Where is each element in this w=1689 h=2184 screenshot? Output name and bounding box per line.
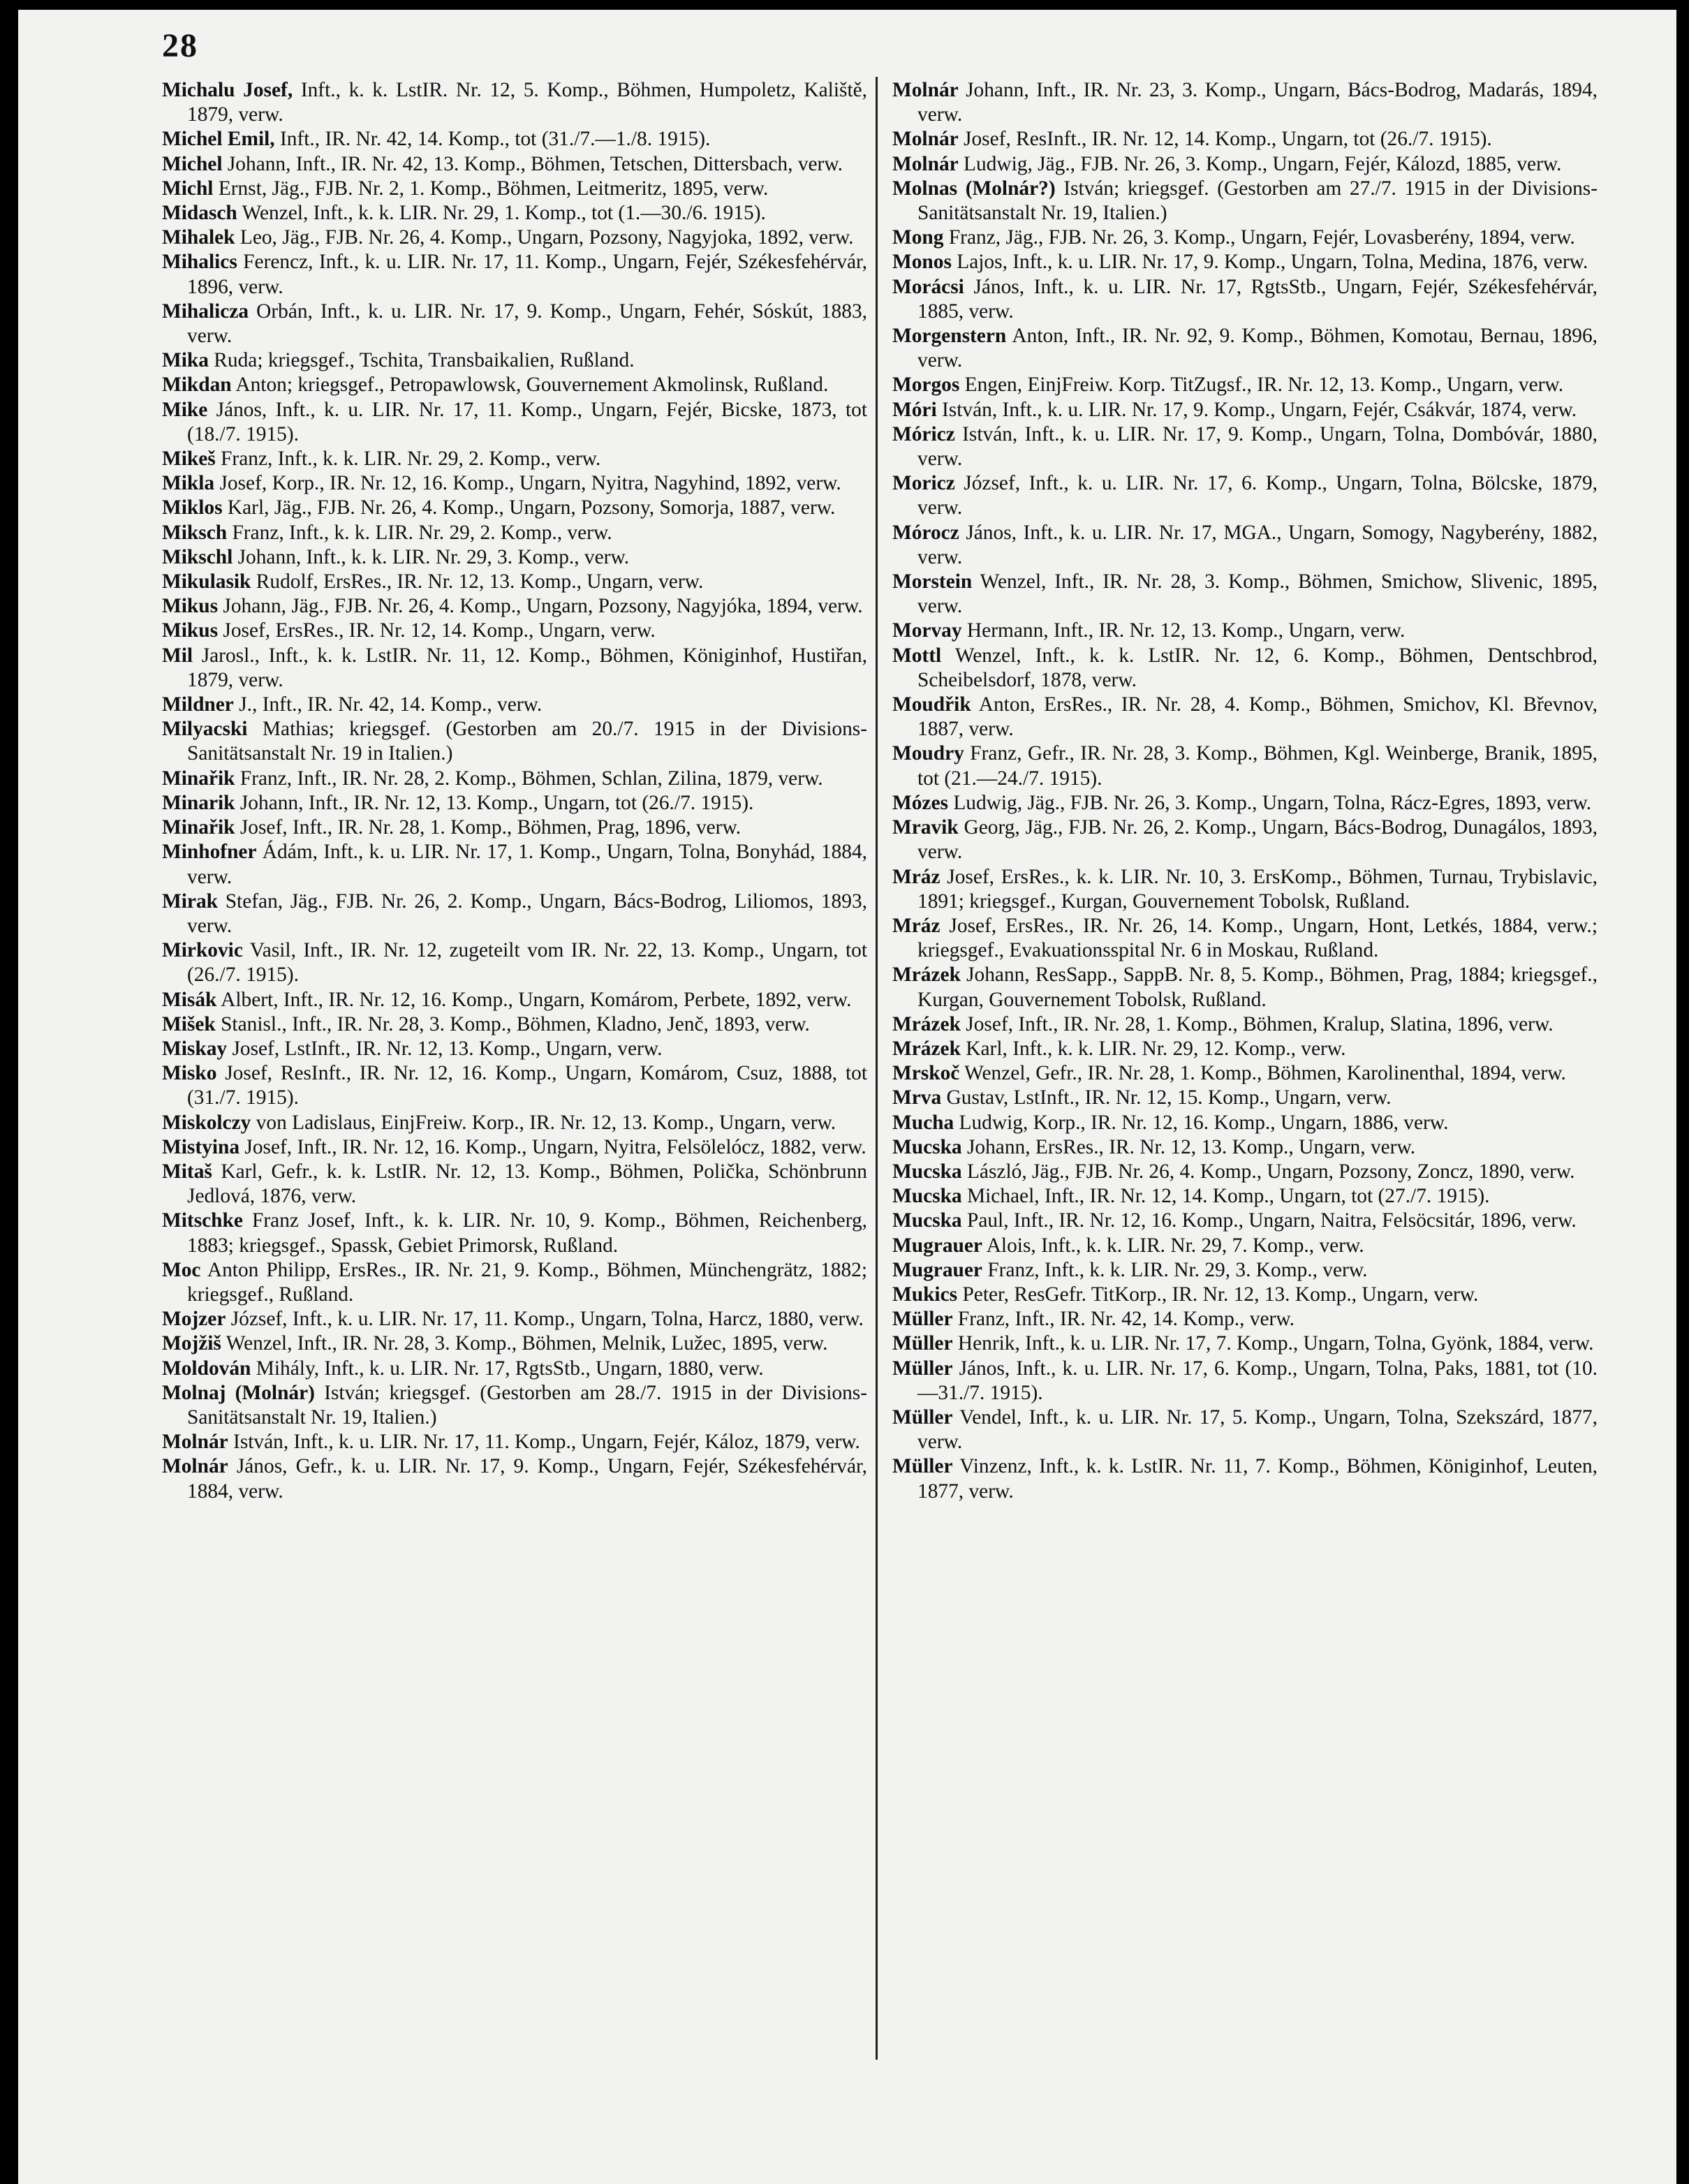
entry-surname: Mugrauer (892, 1234, 982, 1257)
casualty-entry (892, 471, 1598, 520)
entry-details: Hermann, Inft., IR. Nr. 12, 13. Komp., Ungarn, verw. (961, 619, 1406, 642)
casualty-entry (162, 1012, 867, 1037)
entry-surname: Molnár (892, 79, 959, 101)
entry-details: Franz, Gefr., IR. Nr. 28, 3. Komp., Böhmen, Kgl. Weinberge, Branik, 1895, tot (21.—24./7. 1915). (917, 742, 1598, 790)
entry-surname: Morvay (892, 619, 962, 642)
casualty-entry (892, 398, 1598, 422)
entry-surname: Moudry (892, 742, 964, 765)
entry-surname: Mil (162, 644, 193, 667)
casualty-entry (892, 1135, 1598, 1160)
casualty-entry (892, 693, 1598, 741)
entry-surname: Müller (892, 1357, 953, 1380)
casualty-entry (892, 373, 1598, 397)
casualty-entry (892, 816, 1598, 864)
entry-details: Peter, ResGefr. TitKorp., IR. Nr. 12, 13. Komp., Ungarn, verw. (957, 1283, 1479, 1306)
casualty-entry (892, 324, 1598, 373)
scan-border-top (0, 0, 1689, 10)
casualty-entry (162, 471, 867, 496)
casualty-entry (892, 1357, 1598, 1405)
entry-surname: Minařik (162, 816, 235, 839)
entry-surname: Michel Emil, (162, 128, 275, 151)
entry-surname: Mong (892, 226, 944, 249)
entry-surname: Morstein (892, 570, 973, 593)
entry-surname: Mikulasik (162, 570, 251, 593)
entry-details: Josef, ResInft., IR. Nr. 12, 16. Komp., Ungarn, Komárom, Csuz, 1888, tot (31./7. 1915). (187, 1062, 867, 1109)
casualty-entry (892, 1086, 1598, 1110)
entry-surname: Móricz (892, 422, 955, 445)
casualty-entry (162, 1160, 867, 1209)
casualty-entry (892, 177, 1598, 226)
entry-details: János, Inft., k. u. LIR. Nr. 17, 11. Komp., Ungarn, Fejér, Bicske, 1873, tot (18./7. 1915). (187, 398, 867, 445)
casualty-entry (162, 127, 867, 152)
entry-details: Leo, Jäg., FJB. Nr. 26, 4. Komp., Ungarn, Pozsony, Nagyjoka, 1892, verw. (235, 226, 854, 249)
entry-surname: Müller (892, 1332, 953, 1355)
casualty-entry (162, 570, 867, 594)
entry-surname: Michel (162, 152, 223, 175)
entry-details: István; kriegsgef. (Gestorben am 27./7. 1915 in der Divisions-Sanitätsanstalt Nr. 19, Italien.) (917, 177, 1598, 225)
casualty-entry (162, 447, 867, 471)
casualty-entry (162, 226, 867, 250)
entry-surname: Mikschl (162, 545, 233, 568)
entry-details: Anton Philipp, ErsRes., IR. Nr. 21, 9. Komp., Böhmen, Münchengrätz, 1882; kriegsgef., Rußland. (187, 1258, 867, 1306)
entry-details: Josef, ResInft., IR. Nr. 12, 14. Komp., Ungarn, tot (26./7. 1915). (958, 128, 1492, 151)
casualty-entry (892, 1012, 1598, 1037)
casualty-entry (162, 594, 867, 619)
casualty-entry (892, 1209, 1598, 1233)
entry-surname: Mrázek (892, 1012, 961, 1035)
entry-surname: Molnár (892, 128, 959, 151)
entry-surname: Misko (162, 1062, 217, 1085)
entry-surname: Moc (162, 1258, 201, 1281)
entry-surname: Mitaš (162, 1160, 212, 1183)
casualty-entry (162, 1061, 867, 1110)
casualty-entry (892, 865, 1598, 914)
entry-surname: Mottl (892, 644, 942, 667)
entry-surname: Molnas (Molnár?) (892, 177, 1056, 200)
casualty-entry (892, 1037, 1598, 1061)
casualty-entry (892, 791, 1598, 816)
entry-surname: Mojžiš (162, 1332, 221, 1355)
entry-surname: Midasch (162, 202, 237, 225)
entry-surname: Mucska (892, 1160, 962, 1183)
entry-surname: Mucha (892, 1111, 954, 1134)
entry-details: Ludwig, Korp., IR. Nr. 12, 16. Komp., Ungarn, 1886, verw. (954, 1111, 1449, 1134)
entry-details: János, Inft., k. u. LIR. Nr. 17, 6. Komp., Ungarn, Tolna, Paks, 1881, tot (10.—31./7. 1915). (917, 1357, 1598, 1404)
entry-details: Albert, Inft., IR. Nr. 12, 16. Komp., Ungarn, Komárom, Perbete, 1892, verw. (216, 988, 852, 1011)
entry-surname: Morgenstern (892, 325, 1007, 348)
entry-details: Johann, Inft., IR. Nr. 12, 13. Komp., Ungarn, tot (26./7. 1915). (235, 791, 754, 814)
entry-details: József, Inft., k. u. LIR. Nr. 17, 11. Komp., Ungarn, Tolna, Harcz, 1880, verw. (226, 1308, 864, 1331)
page-number: 28 (162, 27, 198, 64)
entry-details: Ferencz, Inft., k. u. LIR. Nr. 17, 11. Komp., Ungarn, Fejér, Székesfehérvár, 1896, verw. (187, 251, 867, 298)
casualty-entry (892, 644, 1598, 693)
entry-details: Ruda; kriegsgef., Tschita, Transbaikalien, Rußland. (208, 349, 635, 372)
entry-details: Inft., IR. Nr. 42, 14. Komp., tot (31./7.—1./8. 1915). (274, 128, 711, 151)
casualty-entry (162, 644, 867, 693)
entry-details: Orbán, Inft., k. u. LIR. Nr. 17, 9. Komp., Ungarn, Fehér, Sóskút, 1883, verw. (187, 300, 867, 348)
entry-details: Josef, Korp., IR. Nr. 12, 16. Komp., Ungarn, Nyitra, Nagyhind, 1892, verw. (214, 472, 841, 495)
entry-details: Stanisl., Inft., IR. Nr. 28, 3. Komp., Böhmen, Kladno, Jenč, 1893, verw. (215, 1012, 810, 1035)
entry-details: Anton, ErsRes., IR. Nr. 28, 4. Komp., Böhmen, Smichov, Kl. Břevnov, 1887, verw. (917, 693, 1598, 741)
entry-details: Wenzel, Inft., k. k. LIR. Nr. 29, 1. Komp., tot (1.—30./6. 1915). (237, 202, 766, 225)
entry-surname: Mirkovic (162, 939, 243, 962)
entry-details: Josef, ErsRes., IR. Nr. 12, 14. Komp., Ungarn, verw. (218, 619, 656, 642)
entry-surname: Monos (892, 251, 952, 274)
casualty-entry (892, 1184, 1598, 1209)
entry-details: Mihály, Inft., k. u. LIR. Nr. 17, RgtsStb., Ungarn, 1880, verw. (251, 1357, 764, 1380)
casualty-entry (892, 275, 1598, 324)
entry-surname: Müller (892, 1455, 953, 1478)
entry-details: Vendel, Inft., k. u. LIR. Nr. 17, 5. Komp., Ungarn, Tolna, Szekszárd, 1877, verw. (917, 1405, 1598, 1454)
casualty-entry (892, 1283, 1598, 1307)
casualty-entry (892, 1234, 1598, 1258)
entry-surname: Mrva (892, 1086, 942, 1109)
entry-details: Rudolf, ErsRes., IR. Nr. 12, 13. Komp., Ungarn, verw. (251, 570, 704, 593)
entry-surname: Mrázek (892, 1037, 961, 1060)
entry-surname: Mórocz (892, 521, 959, 544)
entry-surname: Minarik (162, 791, 235, 814)
casualty-entry (892, 1258, 1598, 1283)
casualty-entry (162, 348, 867, 373)
entry-details: Ludwig, Jäg., FJB. Nr. 26, 3. Komp., Ungarn, Fejér, Kálozd, 1885, verw. (958, 152, 1562, 175)
entry-surname: Molnár (162, 1455, 228, 1478)
casualty-entry (162, 938, 867, 987)
entry-surname: Mika (162, 349, 209, 372)
casualty-entry (162, 177, 867, 201)
entry-surname: Molnár (892, 152, 959, 175)
entry-details: Johann, Inft., IR. Nr. 42, 13. Komp., Böhmen, Tetschen, Dittersbach, verw. (222, 152, 843, 175)
casualty-entry (892, 963, 1598, 1012)
entry-surname: Mucska (892, 1135, 962, 1158)
entry-details: Vasil, Inft., IR. Nr. 12, zugeteilt vom IR. Nr. 22, 13. Komp., Ungarn, tot (26./7. 1915). (187, 939, 867, 987)
entry-surname: Mihalek (162, 226, 235, 249)
casualty-entry (162, 717, 867, 766)
entry-surname: Molnaj (Molnár) (162, 1381, 315, 1404)
entry-details: Karl, Jäg., FJB. Nr. 26, 4. Komp., Ungarn, Pozsony, Somorja, 1887, verw. (222, 496, 836, 519)
entry-surname: Minařik (162, 767, 235, 790)
casualty-entry (162, 373, 867, 397)
entry-details: Michael, Inft., IR. Nr. 12, 14. Komp., Ungarn, tot (27./7. 1915). (961, 1185, 1490, 1208)
casualty-entry (162, 1331, 867, 1356)
casualty-entry (162, 1430, 867, 1454)
entry-surname: Mukics (892, 1283, 958, 1306)
entry-details: László, Jäg., FJB. Nr. 26, 4. Komp., Ungarn, Pozsony, Zoncz, 1890, verw. (961, 1160, 1575, 1183)
entry-details: Mathias; kriegsgef. (Gestorben am 20./7. 1915 in der Divisions-Sanitätsanstalt Nr. 19 in Italien.) (187, 718, 867, 765)
casualty-entry (892, 1454, 1598, 1503)
casualty-entry (162, 1381, 867, 1430)
casualty-entry (162, 619, 867, 643)
left-column (162, 78, 867, 1504)
scan-border-left (0, 0, 18, 2184)
casualty-entry (162, 521, 867, 545)
entry-details: Josef, Inft., IR. Nr. 28, 1. Komp., Böhmen, Kralup, Slatina, 1896, verw. (960, 1012, 1554, 1035)
entry-surname: Mistyina (162, 1135, 240, 1158)
casualty-entry (892, 1405, 1598, 1454)
entry-details: Georg, Jäg., FJB. Nr. 26, 2. Komp., Ungarn, Bács-Bodrog, Dunagálos, 1893, verw. (917, 816, 1598, 864)
casualty-entry (162, 1111, 867, 1135)
entry-details: Josef, Inft., IR. Nr. 12, 16. Komp., Ungarn, Nyitra, Felsölelócz, 1882, verw. (239, 1135, 866, 1158)
entry-details: István, Inft., k. u. LIR. Nr. 17, 9. Komp., Ungarn, Fejér, Csákvár, 1874, verw. (936, 398, 1577, 421)
entry-details: Johann, Jäg., FJB. Nr. 26, 4. Komp., Ungarn, Pozsony, Nagyjóka, 1894, verw. (218, 595, 863, 618)
entry-details: Karl, Gefr., k. k. LstIR. Nr. 12, 13. Komp., Böhmen, Polička, Schönbrunn Jedlová, 1876, verw. (187, 1160, 867, 1208)
entry-details: János, Gefr., k. u. LIR. Nr. 17, 9. Komp., Ungarn, Fejér, Székesfehérvár, 1884, verw. (187, 1455, 867, 1503)
entry-surname: Misák (162, 988, 217, 1011)
casualty-entry (892, 1061, 1598, 1086)
casualty-entry (162, 791, 867, 816)
entry-details: István, Inft., k. u. LIR. Nr. 17, 11. Komp., Ungarn, Fejér, Káloz, 1879, verw. (228, 1431, 860, 1454)
entry-surname: Mucska (892, 1209, 962, 1232)
entry-details: Johann, ErsRes., IR. Nr. 12, 13. Komp., Ungarn, verw. (961, 1135, 1416, 1158)
scan-border-right (1676, 0, 1689, 2184)
entry-details: Josef, Inft., IR. Nr. 28, 1. Komp., Böhmen, Prag, 1896, verw. (235, 816, 742, 839)
casualty-entry (162, 78, 867, 127)
entry-surname: Mózes (892, 791, 948, 814)
casualty-entry (892, 521, 1598, 570)
casualty-entry (162, 201, 867, 226)
column-divider (876, 77, 878, 2060)
entry-surname: Müller (892, 1308, 953, 1331)
casualty-entry (162, 1307, 867, 1331)
casualty-entry (892, 152, 1598, 177)
casualty-entry (162, 496, 867, 520)
casualty-entry (162, 816, 867, 840)
casualty-entry (162, 840, 867, 889)
entry-details: Franz, Inft., IR. Nr. 42, 14. Komp., verw. (952, 1308, 1295, 1331)
casualty-entry (892, 1331, 1598, 1356)
entry-details: János, Inft., k. u. LIR. Nr. 17, RgtsStb., Ungarn, Fejér, Székesfehérvár, 1885, verw. (917, 275, 1598, 323)
casualty-entry (162, 1037, 867, 1061)
entry-surname: Mikeš (162, 448, 216, 471)
entry-details: Johann, Inft., k. k. LIR. Nr. 29, 3. Komp., verw. (233, 545, 630, 568)
entry-details: Josef, ErsRes., k. k. LIR. Nr. 10, 3. ErsKomp., Böhmen, Turnau, Trybislavic, 1891; kriegsgef., Kurgan, Gouvernement Tobolsk, Rußland. (917, 865, 1598, 913)
casualty-entry (162, 398, 867, 447)
casualty-entry (892, 914, 1598, 963)
entry-details: Wenzel, Gefr., IR. Nr. 28, 1. Komp., Böhmen, Karolinenthal, 1894, verw. (959, 1062, 1566, 1085)
entry-surname: Móri (892, 398, 937, 421)
casualty-entry (162, 1357, 867, 1381)
casualty-entry (892, 1111, 1598, 1135)
entry-details: J., Inft., IR. Nr. 42, 14. Komp., verw. (233, 693, 543, 716)
entry-surname: Moudřik (892, 693, 971, 716)
entry-surname: Mugrauer (892, 1258, 982, 1281)
right-column (892, 78, 1598, 1504)
entry-surname: Milyacski (162, 718, 248, 741)
entry-details: Franz Josef, Inft., k. k. LIR. Nr. 10, 9. Komp., Böhmen, Reichenberg, 1883; kriegsgef., Spassk, Gebiet Primorsk, Rußland. (187, 1209, 867, 1257)
entry-surname: Mikus (162, 619, 219, 642)
entry-details: Wenzel, Inft., k. k. LstIR. Nr. 12, 6. Komp., Böhmen, Dentschbrod, Scheibelsdorf, 1878, verw. (917, 644, 1598, 691)
entry-surname: Mikdan (162, 374, 232, 397)
casualty-entry (892, 741, 1598, 790)
casualty-entry (892, 127, 1598, 152)
entry-details: Jarosl., Inft., k. k. LstIR. Nr. 11, 12. Komp., Böhmen, Königinhof, Hustiřan, 1879, verw. (187, 644, 867, 691)
casualty-entry (892, 250, 1598, 274)
entry-surname: Mrázek (892, 964, 961, 987)
entry-details: Anton, Inft., IR. Nr. 92, 9. Komp., Böhmen, Komotau, Bernau, 1896, verw. (917, 325, 1598, 372)
entry-surname: Morgos (892, 374, 960, 397)
casualty-entry (162, 1454, 867, 1503)
entry-surname: Mravik (892, 816, 959, 839)
casualty-entry (892, 570, 1598, 619)
entry-details: Josef, LstInft., IR. Nr. 12, 13. Komp., Ungarn, verw. (227, 1037, 663, 1060)
entry-surname: Miklos (162, 496, 223, 519)
entry-details: Paul, Inft., IR. Nr. 12, 16. Komp., Ungarn, Naitra, Felsöcsitár, 1896, verw. (961, 1209, 1577, 1232)
entry-details: Josef, ErsRes., IR. Nr. 26, 14. Komp., Ungarn, Hont, Letkés, 1884, verw.; kriegsgef., Evakuationsspital Nr. 6 in Moskau, Rußland. (917, 914, 1598, 962)
entry-surname: Mojzer (162, 1308, 226, 1331)
casualty-entry (892, 1160, 1598, 1184)
entry-surname: Minhofner (162, 841, 257, 864)
entry-details: István; kriegsgef. (Gestorben am 28./7. 1915 in der Divisions-Sanitätsanstalt Nr. 19, Italien.) (187, 1381, 867, 1429)
entry-details: Ludwig, Jäg., FJB. Nr. 26, 3. Komp., Ungarn, Tolna, Rácz-Egres, 1893, verw. (947, 791, 1592, 814)
entry-details: István, Inft., k. u. LIR. Nr. 17, 9. Komp., Ungarn, Tolna, Dombóvár, 1880, verw. (917, 422, 1598, 471)
entry-surname: Mucska (892, 1185, 962, 1208)
casualty-entry (892, 78, 1598, 127)
entry-surname: Mitschke (162, 1209, 243, 1232)
entry-details: Franz, Inft., k. k. LIR. Nr. 29, 2. Komp., verw. (215, 448, 601, 471)
entry-details: Ernst, Jäg., FJB. Nr. 2, 1. Komp., Böhmen, Leitmeritz, 1895, verw. (213, 177, 769, 200)
entry-details: Alois, Inft., k. k. LIR. Nr. 29, 7. Komp., verw. (982, 1234, 1364, 1257)
casualty-entry (162, 1209, 867, 1257)
entry-surname: Mikus (162, 595, 219, 618)
casualty-entry (162, 250, 867, 299)
casualty-entry (162, 1135, 867, 1160)
entry-details: Wenzel, Inft., IR. Nr. 28, 3. Komp., Böhmen, Smichow, Slivenic, 1895, verw. (917, 570, 1598, 618)
entry-surname: Miskay (162, 1037, 228, 1060)
casualty-entry (162, 152, 867, 177)
entry-details: Henrik, Inft., k. u. LIR. Nr. 17, 7. Komp., Ungarn, Tolna, Gyönk, 1884, verw. (952, 1332, 1594, 1355)
entry-surname: Morácsi (892, 275, 964, 298)
entry-details: Inft., k. k. LstIR. Nr. 12, 5. Komp., Böhmen, Humpoletz, Kaliště, 1879, verw. (187, 79, 868, 126)
entry-details: Stefan, Jäg., FJB. Nr. 26, 2. Komp., Ungarn, Bács-Bodrog, Liliomos, 1893, verw. (187, 890, 867, 937)
entry-surname: Mirak (162, 890, 218, 913)
entry-surname: Molnár (162, 1431, 228, 1454)
entry-details: Ádám, Inft., k. u. LIR. Nr. 17, 1. Komp., Ungarn, Tolna, Bonyhád, 1884, verw. (187, 841, 867, 888)
casualty-entry (162, 300, 867, 348)
entry-details: Franz, Inft., IR. Nr. 28, 2. Komp., Böhmen, Schlan, Zilina, 1879, verw. (235, 767, 823, 790)
casualty-entry (892, 226, 1598, 250)
casualty-entry (892, 619, 1598, 643)
casualty-entry (162, 890, 867, 938)
casualty-entry (162, 988, 867, 1012)
entry-surname: Michl (162, 177, 214, 200)
entry-surname: Mihalics (162, 251, 237, 274)
entry-surname: Moldován (162, 1357, 251, 1380)
entry-surname: Moricz (892, 472, 955, 495)
entry-surname: Michalu Josef, (162, 79, 293, 101)
entry-details: Johann, Inft., IR. Nr. 23, 3. Komp., Ungarn, Bács-Bodrog, Madarás, 1894, verw. (917, 79, 1598, 126)
entry-surname: Mrskoč (892, 1062, 960, 1085)
entry-details: József, Inft., k. u. LIR. Nr. 17, 6. Komp., Ungarn, Tolna, Bölcske, 1879, verw. (917, 472, 1598, 519)
entry-surname: Mildner (162, 693, 234, 716)
casualty-entry (162, 693, 867, 717)
casualty-entry (892, 422, 1598, 471)
casualty-entry (162, 1258, 867, 1307)
entry-surname: Mráz (892, 914, 941, 937)
casualty-entry (162, 545, 867, 570)
entry-details: von Ladislaus, EinjFreiw. Korp., IR. Nr. 12, 13. Komp., Ungarn, verw. (251, 1111, 836, 1134)
casualty-entry (162, 767, 867, 791)
entry-details: Karl, Inft., k. k. LIR. Nr. 29, 12. Komp., verw. (960, 1037, 1346, 1060)
entry-surname: Mikla (162, 472, 215, 495)
entry-details: Franz, Inft., k. k. LIR. Nr. 29, 3. Komp., verw. (982, 1258, 1368, 1281)
entry-details: Lajos, Inft., k. u. LIR. Nr. 17, 9. Komp., Ungarn, Tolna, Medina, 1876, verw. (951, 251, 1588, 274)
entry-surname: Mihalicza (162, 300, 249, 323)
entry-surname: Miskolczy (162, 1111, 251, 1134)
entry-details: János, Inft., k. u. LIR. Nr. 17, MGA., Ungarn, Somogy, Nagyberény, 1882, verw. (917, 521, 1598, 568)
entry-details: Franz, Jäg., FJB. Nr. 26, 3. Komp., Ungarn, Fejér, Lovasberény, 1894, verw. (943, 226, 1575, 249)
entry-surname: Mráz (892, 865, 941, 888)
entry-details: Anton; kriegsgef., Petropawlowsk, Gouvernement Akmolinsk, Rußland. (231, 374, 829, 397)
entry-details: Franz, Inft., k. k. LIR. Nr. 29, 2. Komp., verw. (227, 521, 612, 544)
entry-surname: Mišek (162, 1012, 216, 1035)
casualty-entry (892, 1307, 1598, 1331)
entry-details: Vinzenz, Inft., k. k. LstIR. Nr. 11, 7. Komp., Böhmen, Königinhof, Leuten, 1877, verw. (917, 1455, 1598, 1503)
entry-surname: Müller (892, 1405, 953, 1429)
entry-surname: Mike (162, 398, 208, 421)
entry-surname: Miksch (162, 521, 228, 544)
entry-details: Johann, ResSapp., SappB. Nr. 8, 5. Komp., Böhmen, Prag, 1884; kriegsgef., Kurgan, Gouvernement Tobolsk, Rußland. (917, 964, 1598, 1011)
entry-details: Wenzel, Inft., IR. Nr. 28, 3. Komp., Böhmen, Melnik, Lužec, 1895, verw. (221, 1332, 828, 1355)
entry-details: Gustav, LstInft., IR. Nr. 12, 15. Komp., Ungarn, verw. (941, 1086, 1392, 1109)
entry-details: Engen, EinjFreiw. Korp. TitZugsf., IR. Nr. 12, 13. Komp., Ungarn, verw. (959, 374, 1564, 397)
